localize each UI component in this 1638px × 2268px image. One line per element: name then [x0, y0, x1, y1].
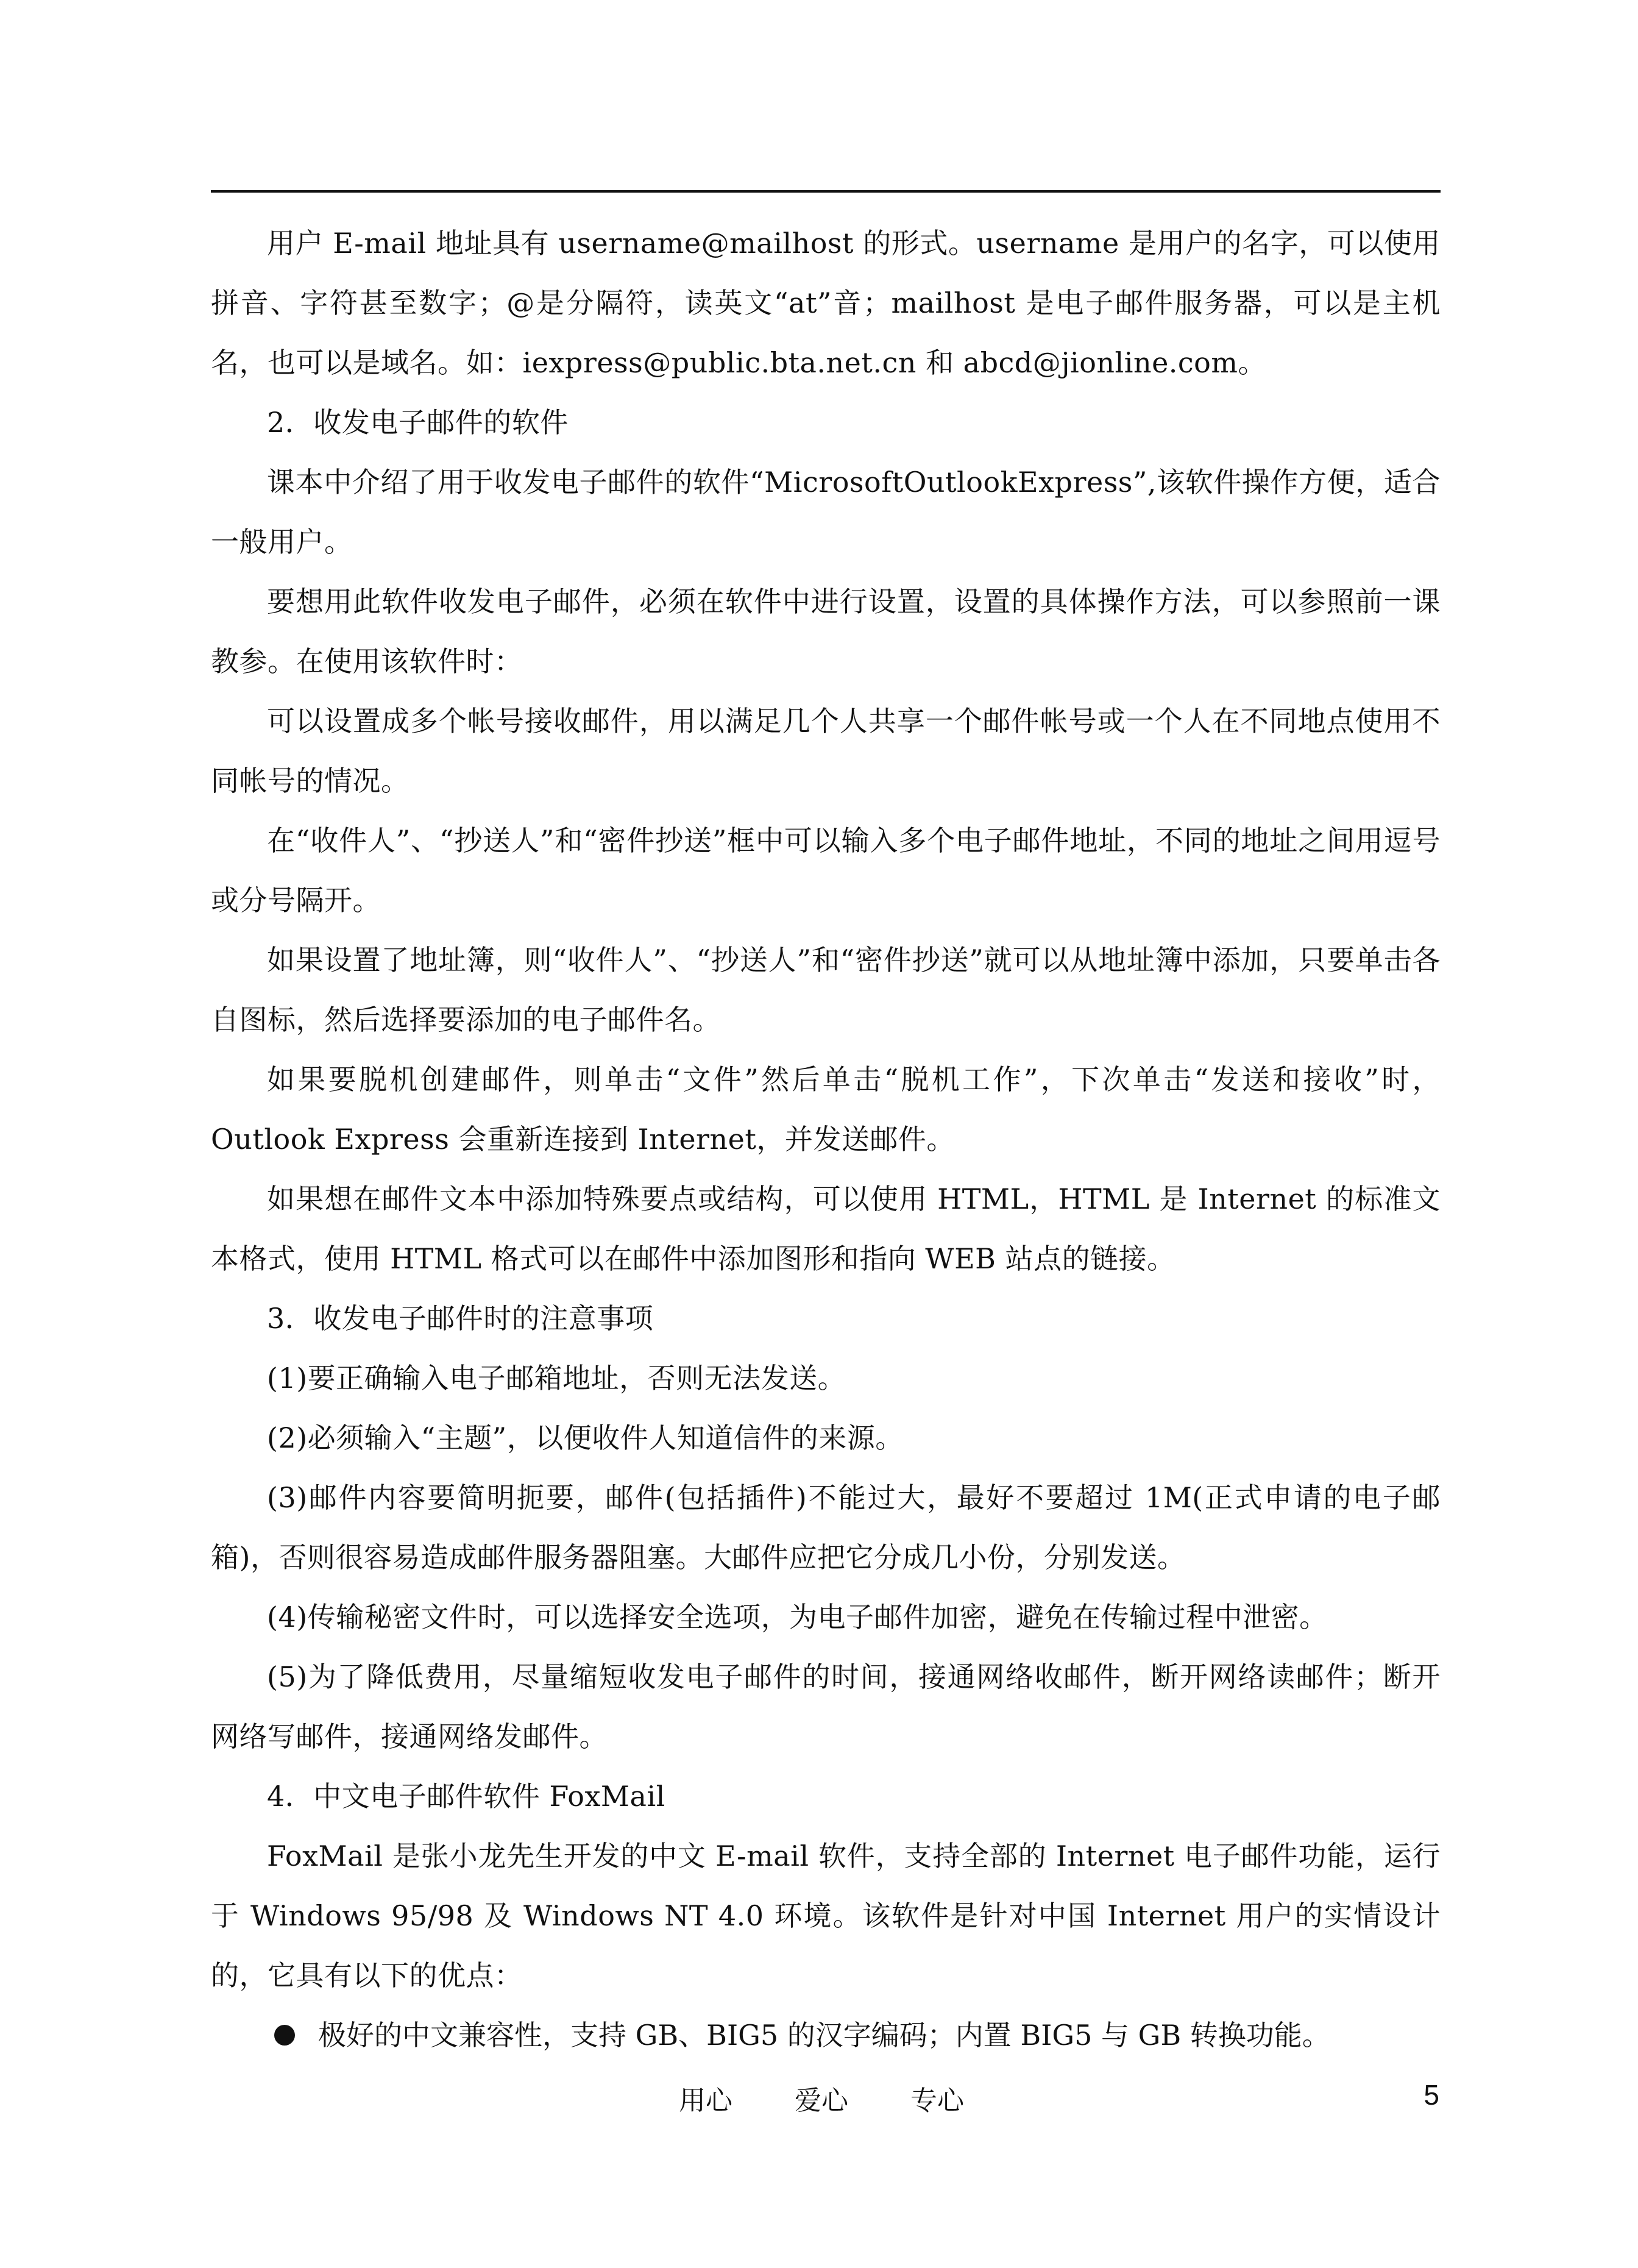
- paragraph: 如果设置了地址簿，则“收件人”、“抄送人”和“密件抄送”就可以从地址簿中添加，只要单击各自图标，然后选择要添加的电子邮件名。: [211, 944, 1441, 1036]
- list-item: (1)要正确输入电子邮箱地址，否则无法发送。: [267, 1362, 846, 1395]
- paragraph: FoxMail 是张小龙先生开发的中文 E-mail 软件，支持全部的 Internet 电子邮件功能，运行于 Windows 95/98 及 Windows NT 4.0 环境。该软件是针对中国 Internet 用户的实情设计的，它具有以下的优点：: [211, 1840, 1441, 1992]
- bullet-text: 极好的中文兼容性，支持 GB、BIG5 的汉字编码；内置 BIG5 与 GB 转换功能。: [318, 2019, 1330, 2052]
- page-footer: [0, 2078, 1638, 2121]
- paragraph: 课本中介绍了用于收发电子邮件的软件“MicrosoftOutlookExpress”,该软件操作方便，适合一般用户。: [211, 466, 1441, 558]
- section-heading: 2．收发电子邮件的软件: [267, 406, 569, 439]
- bullet-item: [211, 2005, 1441, 2065]
- list-item: (3)邮件内容要简明扼要，邮件(包括插件)不能过大，最好不要超过 1M(正式申请的电子邮箱)，否则很容易造成邮件服务器阻塞。大邮件应把它分成几小份，分别发送。: [211, 1481, 1441, 1574]
- bullet-dot-icon: [274, 2025, 295, 2046]
- list-item: (2)必须输入“主题”，以便收件人知道信件的来源。: [267, 1421, 904, 1454]
- section-heading: 4．中文电子邮件软件 FoxMail: [267, 1780, 665, 1813]
- header-rule: [211, 190, 1441, 193]
- page-number: 5: [1424, 2079, 1439, 2111]
- section-heading: 3．收发电子邮件时的注意事项: [267, 1302, 654, 1335]
- paragraph: 用户 E-mail 地址具有 username@mailhost 的形式。username 是用户的名字，可以使用拼音、字符甚至数字；@是分隔符，读英文“at”音；mailhost 是电子邮件服务器，可以是主机名，也可以是域名。如：iexpress@public.bta.net.cn 和 abcd@jionline.com。: [211, 227, 1441, 379]
- footer-motto-word: 用心: [679, 2085, 732, 2116]
- footer-motto: [679, 2078, 964, 2117]
- document-body: [211, 213, 1441, 2065]
- paragraph: 如果要脱机创建邮件，则单击“文件”然后单击“脱机工作”，下次单击“发送和接收”时，Outlook Express 会重新连接到 Internet，并发送邮件。: [211, 1063, 1441, 1156]
- paragraph: 可以设置成多个帐号接收邮件，用以满足几个人共享一个邮件帐号或一个人在不同地点使用不同帐号的情况。: [211, 705, 1441, 797]
- paragraph: 如果想在邮件文本中添加特殊要点或结构，可以使用 HTML，HTML 是 Internet 的标准文本格式，使用 HTML 格式可以在邮件中添加图形和指向 WEB 站点的链接。: [211, 1182, 1441, 1275]
- footer-motto-word: 专心: [910, 2085, 964, 2116]
- list-item: (4)传输秘密文件时，可以选择安全选项，为电子邮件加密，避免在传输过程中泄密。: [267, 1601, 1328, 1633]
- paragraph: 在“收件人”、“抄送人”和“密件抄送”框中可以输入多个电子邮件地址，不同的地址之间用逗号或分号隔开。: [211, 824, 1441, 917]
- paragraph: 要想用此软件收发电子邮件，必须在软件中进行设置，设置的具体操作方法，可以参照前一课教参。在使用该软件时：: [211, 585, 1441, 678]
- list-item: (5)为了降低费用，尽量缩短收发电子邮件的时间，接通网络收邮件，断开网络读邮件；断开网络写邮件，接通网络发邮件。: [211, 1660, 1441, 1753]
- footer-motto-word: 爱心: [795, 2085, 848, 2116]
